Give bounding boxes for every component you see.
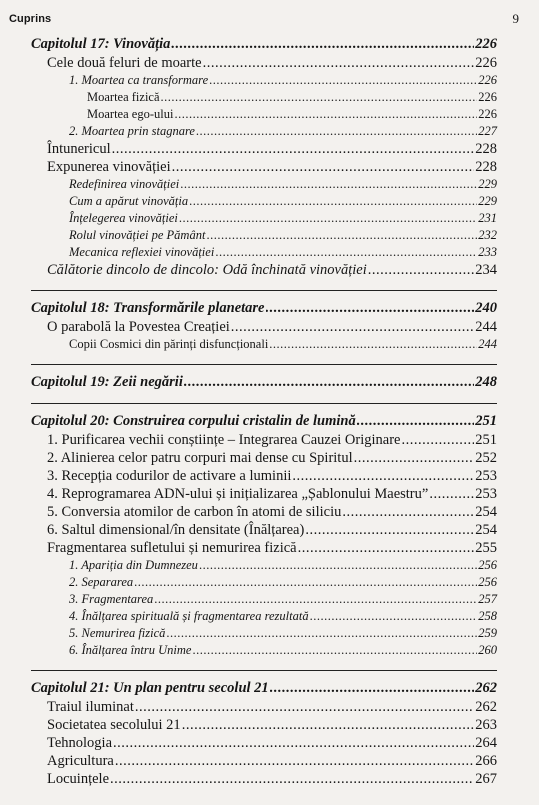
toc-title: Tehnologia xyxy=(47,735,113,751)
toc-subentry-redefinirea-vinovatiei[interactable] xyxy=(31,177,497,194)
toc-subentry-2-separarea[interactable] xyxy=(31,575,497,592)
toc-title: 5. Conversia atomilor de carbon în atomi de siliciu xyxy=(47,504,342,520)
toc-subentry-2-moartea-prin-stagnare[interactable] xyxy=(31,124,497,141)
toc-page-number: 248 xyxy=(475,374,497,390)
toc-title: Copii Cosmici din părinți disfuncționali xyxy=(69,337,269,351)
toc-page-number: 253 xyxy=(475,486,497,502)
toc-title: 4. Înălțarea spirituală și fragmentarea rezultată xyxy=(69,609,309,623)
toc-chapter-capitolul-20-construirea-corpului-crista[interactable] xyxy=(31,413,497,432)
toc-title: Fragmentarea sufletului și nemurirea fizică xyxy=(47,540,297,556)
toc-page-number: 226 xyxy=(478,107,497,121)
toc-subentry-1-aparitia-din-dumnezeu[interactable] xyxy=(31,558,497,575)
toc-page-number: 226 xyxy=(478,73,497,87)
toc-subentry-rolul-vinovatiei-pe-pamant[interactable] xyxy=(31,228,497,245)
toc-subentry-5-nemurirea-fizica[interactable] xyxy=(31,626,497,643)
dot-leader xyxy=(192,643,477,658)
toc-page-number: 267 xyxy=(475,771,497,787)
toc-title: O parabolă la Povestea Creației xyxy=(47,319,230,335)
page-header xyxy=(0,0,539,36)
toc-page-number: 231 xyxy=(478,211,497,225)
toc-page-number: 257 xyxy=(478,592,497,606)
toc-page-number: 240 xyxy=(475,300,497,316)
toc-title: Capitolul 17: Vinovăția xyxy=(31,36,171,52)
dot-leader xyxy=(189,194,477,209)
toc-page-number: 227 xyxy=(478,124,497,138)
dot-leader xyxy=(266,300,475,317)
toc-entry-locuintele[interactable] xyxy=(31,771,497,789)
dot-leader xyxy=(209,73,477,88)
toc-title: Redefinirea vinovăției xyxy=(69,177,180,191)
dot-leader xyxy=(174,107,477,122)
toc-subentry-4-inaltarea-spirituala-si-fragmentarea-r[interactable] xyxy=(31,609,497,626)
dot-leader xyxy=(305,522,474,539)
dot-leader xyxy=(154,592,477,607)
toc-title: 6. Înălțarea întru Unime xyxy=(69,643,192,657)
dot-leader xyxy=(206,228,477,243)
toc-page-number: 233 xyxy=(478,245,497,259)
toc-title: Rolul vinovăției pe Pământ xyxy=(69,228,206,242)
toc-page-number: 266 xyxy=(475,753,497,769)
dot-leader xyxy=(310,609,478,624)
toc-page-number: 244 xyxy=(478,337,497,351)
toc-entry-1-purificarea-vechii-constiinte-integrar[interactable] xyxy=(31,432,497,450)
dot-leader xyxy=(342,504,474,521)
toc-page-number: 262 xyxy=(475,699,497,715)
toc-entry-fragmentarea-sufletului-si-nemurirea-fiz[interactable] xyxy=(31,540,497,558)
toc-page-number: 229 xyxy=(478,194,497,208)
dot-leader xyxy=(357,413,475,430)
toc-title: Capitolul 19: Zeii negării xyxy=(31,374,183,390)
toc-title: 1. Moartea ca transformare xyxy=(69,73,209,87)
toc-subentry-1-moartea-ca-transformare[interactable] xyxy=(31,73,497,90)
toc-page-number: 253 xyxy=(475,468,497,484)
toc-page-number: 256 xyxy=(478,575,497,589)
toc-entry-4-reprogramarea-adn-ului-si-initializare[interactable] xyxy=(31,486,497,504)
toc-title: Societatea secolului 21 xyxy=(47,717,181,733)
toc-title: 5. Nemurirea fizică xyxy=(69,626,166,640)
dot-leader xyxy=(429,486,474,503)
toc-page-number: 226 xyxy=(475,36,497,52)
toc-entry-societatea-secolului-21[interactable] xyxy=(31,717,497,735)
toc-title: Mecanica reflexiei vinovăției xyxy=(69,245,215,259)
dot-leader xyxy=(231,319,474,336)
toc-page-number: 264 xyxy=(475,735,497,751)
toc-page-number: 226 xyxy=(475,55,497,71)
toc-page-number: 226 xyxy=(478,90,497,104)
toc-page-number: 234 xyxy=(475,262,497,278)
dot-leader xyxy=(199,558,477,573)
toc-page-number: 229 xyxy=(478,177,497,191)
toc-chapter-capitolul-17-vinovatia[interactable] xyxy=(31,36,497,55)
dot-leader xyxy=(270,680,475,697)
toc-page-number: 254 xyxy=(475,522,497,538)
dot-leader xyxy=(166,626,477,641)
dot-leader xyxy=(179,211,477,226)
toc-title: 6. Saltul dimensional/în densitate (Înălțarea) xyxy=(47,522,305,538)
toc-page-number: 244 xyxy=(475,319,497,335)
dot-leader xyxy=(354,450,475,467)
toc-page-number: 263 xyxy=(475,717,497,733)
toc-title: Călătorie dincolo de dincolo: Odă închinată vinovăției xyxy=(47,262,367,278)
toc-page-number: 228 xyxy=(475,159,497,175)
toc-page-number: 256 xyxy=(478,558,497,572)
toc-entry-cele-doua-feluri-de-moarte[interactable] xyxy=(31,55,497,73)
toc-subentry-cum-a-aparut-vinovatia[interactable] xyxy=(31,194,497,211)
toc-subentry-copii-cosmici-din-parinti-disfunctionali[interactable] xyxy=(31,337,497,354)
dot-leader xyxy=(196,124,477,139)
toc-subentry-3-fragmentarea[interactable] xyxy=(31,592,497,609)
toc-title: Cum a apărut vinovăția xyxy=(69,194,189,208)
page-number: 9 xyxy=(512,11,519,26)
toc-subentry-intelegerea-vinovatiei[interactable] xyxy=(31,211,497,228)
toc-title: 2. Alinierea celor patru corpuri mai dense cu Spiritul xyxy=(47,450,353,466)
toc-page-number: 258 xyxy=(478,609,497,623)
toc-page-number: 251 xyxy=(475,413,497,429)
toc-page-number: 252 xyxy=(475,450,497,466)
toc-entry-intunericul[interactable] xyxy=(31,141,497,159)
toc-title: 3. Fragmentarea xyxy=(69,592,154,606)
dot-leader xyxy=(298,540,475,557)
dot-leader xyxy=(203,55,475,72)
toc-entry-expunerea-vinovatiei[interactable] xyxy=(31,159,497,177)
toc-entry-agricultura[interactable] xyxy=(31,753,497,771)
dot-leader xyxy=(110,771,474,788)
toc-page-number: 262 xyxy=(475,680,497,696)
toc-entry-calatorie-dincolo-de-dincolo-oda-inchina[interactable] xyxy=(31,262,497,280)
dot-leader xyxy=(269,337,477,352)
toc-subentry-moartea-fizica[interactable] xyxy=(31,90,497,107)
toc-title: Capitolul 21: Un plan pentru secolul 21 xyxy=(31,680,269,696)
toc-chapter-capitolul-18-transformarile-planetare[interactable] xyxy=(31,300,497,319)
toc-title: Agricultura xyxy=(47,753,114,769)
dot-leader xyxy=(292,468,474,485)
toc-page-number: 260 xyxy=(478,643,497,657)
dot-leader xyxy=(171,36,474,53)
dot-leader xyxy=(112,141,475,158)
dot-leader xyxy=(215,245,477,260)
table-of-contents xyxy=(31,36,497,789)
dot-leader xyxy=(115,753,474,770)
dot-leader xyxy=(401,432,474,449)
toc-title: 2. Moartea prin stagnare xyxy=(69,124,195,138)
toc-page-number: 254 xyxy=(475,504,497,520)
dot-leader xyxy=(135,699,474,716)
toc-entry-5-conversia-atomilor-de-carbon-in-atomi-[interactable] xyxy=(31,504,497,522)
toc-title: Expunerea vinovăției xyxy=(47,159,171,175)
toc-title: Cele două feluri de moarte xyxy=(47,55,202,71)
dot-leader xyxy=(180,177,477,192)
toc-entry-2-alinierea-celor-patru-corpuri-mai-dens[interactable] xyxy=(31,450,497,468)
toc-entry-3-receptia-codurilor-de-activare-a-lumin[interactable] xyxy=(31,468,497,486)
toc-title: 4. Reprogramarea ADN-ului și inițializarea „Șablonului Maestru” xyxy=(47,486,429,502)
toc-title: Capitolul 18: Transformările planetare xyxy=(31,300,265,316)
toc-title: 1. Purificarea vechii conștiințe – Integrarea Cauzei Originare xyxy=(47,432,401,448)
toc-chapter-capitolul-21-un-plan-pentru-secolul-21[interactable] xyxy=(31,680,497,699)
toc-entry-traiul-iluminat[interactable] xyxy=(31,699,497,717)
toc-title: Capitolul 20: Construirea corpului cristalin de lumină xyxy=(31,413,356,429)
dot-leader xyxy=(368,262,474,279)
toc-subentry-mecanica-reflexiei-vinovatiei[interactable] xyxy=(31,245,497,262)
toc-title: Locuințele xyxy=(47,771,110,787)
toc-page-number: 251 xyxy=(475,432,497,448)
toc-entry-6-saltul-dimensional-in-densitate-inalta[interactable] xyxy=(31,522,497,540)
toc-title: Moartea fizică xyxy=(87,90,160,104)
dot-leader xyxy=(134,575,477,590)
toc-title: Traiul iluminat xyxy=(47,699,134,715)
toc-page-number: 255 xyxy=(475,540,497,556)
toc-title: 1. Apariția din Dumnezeu xyxy=(69,558,198,572)
dot-leader xyxy=(161,90,478,105)
dot-leader xyxy=(182,717,475,734)
toc-page-number: 232 xyxy=(478,228,497,242)
dot-leader xyxy=(172,159,475,176)
dot-leader xyxy=(113,735,474,752)
toc-subentry-6-inaltarea-intru-unime[interactable] xyxy=(31,643,497,660)
toc-page-number: 259 xyxy=(478,626,497,640)
toc-entry-tehnologia[interactable] xyxy=(31,735,497,753)
toc-chapter-capitolul-19-zeii-negarii[interactable] xyxy=(31,374,497,393)
toc-title: Întunericul xyxy=(47,141,111,157)
toc-subentry-moartea-ego-ului[interactable] xyxy=(31,107,497,124)
toc-page-number: 228 xyxy=(475,141,497,157)
toc-entry-o-parabola-la-povestea-creatiei[interactable] xyxy=(31,319,497,337)
toc-title: 3. Recepția codurilor de activare a luminii xyxy=(47,468,292,484)
toc-title: 2. Separarea xyxy=(69,575,134,589)
dot-leader xyxy=(184,374,474,391)
running-head: Cuprins xyxy=(9,13,52,25)
toc-title: Moartea ego-ului xyxy=(87,107,174,121)
toc-title: Înțelegerea vinovăției xyxy=(69,211,178,225)
